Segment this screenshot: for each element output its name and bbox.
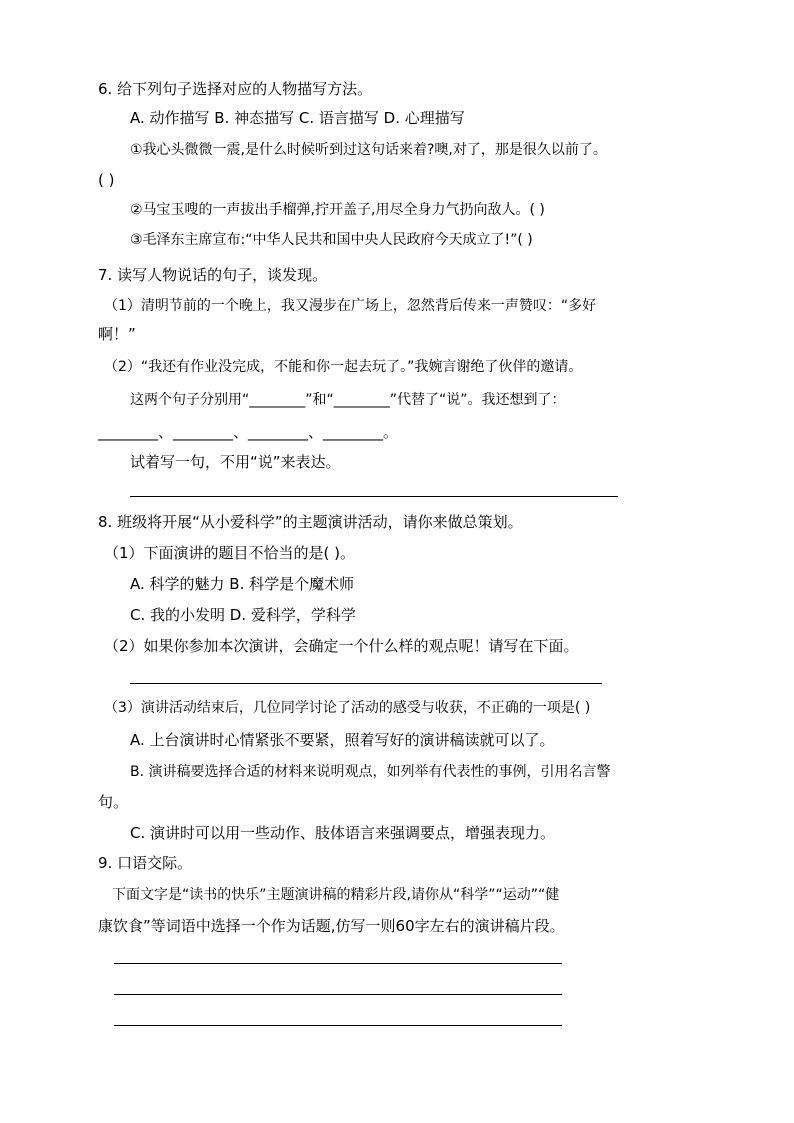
q7-part-1-cont: 啊！” — [98, 325, 136, 343]
q8-sub-3: （3）演讲活动结束后，几位同学讨论了活动的感受与收获，不正确的一项是( ) — [104, 700, 591, 716]
q6-answer-blank-1[interactable]: ( ) — [98, 171, 115, 189]
q6-sentence-2: ②马宝玉嗖的一声拔出手榴弹,拧开盖子,用尽全身力气扔向敌人。( ) — [130, 202, 545, 218]
q8-sub-2: （2）如果你参加本次演讲，会确定一个什么样的观点呢！请写在下面。 — [104, 637, 579, 655]
q6-sentence-3: ③毛泽东主席宣布:“中华人民共和国中央人民政府今天成立了!”( ) — [130, 232, 533, 248]
q7-answer-line[interactable] — [130, 496, 618, 497]
q8-option-a: A. 上台演讲时心情紧张不要紧，照着写好的演讲稿读就可以了。 — [130, 731, 555, 749]
q8-option-b-cont: 句。 — [98, 793, 129, 811]
q8-options-cd: C. 我的小发明 D. 爱科学，学科学 — [130, 606, 356, 624]
q6-options: A. 动作描写 B. 神态描写 C. 语言描写 D. 心理描写 — [130, 109, 465, 127]
q9-answer-line-2[interactable] — [114, 994, 562, 995]
q8-option-c: C. 演讲时可以用一些动作、肢体语言来强调要点，增强表现力。 — [130, 824, 556, 842]
q8-sub-1: （1）下面演讲的题目不恰当的是( )。 — [104, 544, 356, 562]
q7-more-words-blanks[interactable]: ________、________、________、________。 — [98, 423, 399, 441]
q9-description: 下面文字是“读书的快乐”主题演讲稿的精彩片段,请你从“科学”“运动”“健 — [112, 887, 560, 903]
q9-answer-line-3[interactable] — [114, 1025, 562, 1026]
q9-title: 9. 口语交际。 — [98, 854, 193, 872]
q7-part-2: （2）“我还有作业没完成，不能和你一起去玩了。”我婉言谢绝了伙伴的邀请。 — [104, 359, 583, 375]
q8-title: 8. 班级将开展“从小爱科学”的主题演讲活动，请你来做总策划。 — [98, 513, 523, 531]
q6-sentence-1: ①我心头微微一震,是什么时候听到过这句话来着?噢,对了，那是很久以前了。 — [130, 142, 607, 158]
q9-description-cont: 康饮食”等词语中选择一个作为话题,仿写一则60字左右的演讲稿片段。 — [98, 917, 565, 935]
q6-title: 6. 给下列句子选择对应的人物描写方法。 — [98, 80, 373, 98]
q7-try-prompt: 试着写一句，不用“说”来表达。 — [130, 453, 341, 471]
q8-options-ab: A. 科学的魅力 B. 科学是个魔术师 — [130, 575, 355, 593]
q7-part-1: （1）清明节前的一个晚上，我又漫步在广场上，忽然背后传来一声赞叹：“多好 — [104, 298, 597, 314]
q7-title: 7. 读写人物说话的句子，谈发现。 — [98, 266, 328, 284]
q9-answer-line-1[interactable] — [114, 963, 562, 964]
q7-fill-blanks[interactable]: 这两个句子分别用“________”和“________”代替了“说”。我还想到了： — [130, 392, 566, 408]
q8-answer-line[interactable] — [130, 683, 602, 684]
q8-option-b: B. 演讲稿要选择合适的材料来说明观点，如列举有代表性的事例，引用名言警 — [130, 764, 611, 780]
